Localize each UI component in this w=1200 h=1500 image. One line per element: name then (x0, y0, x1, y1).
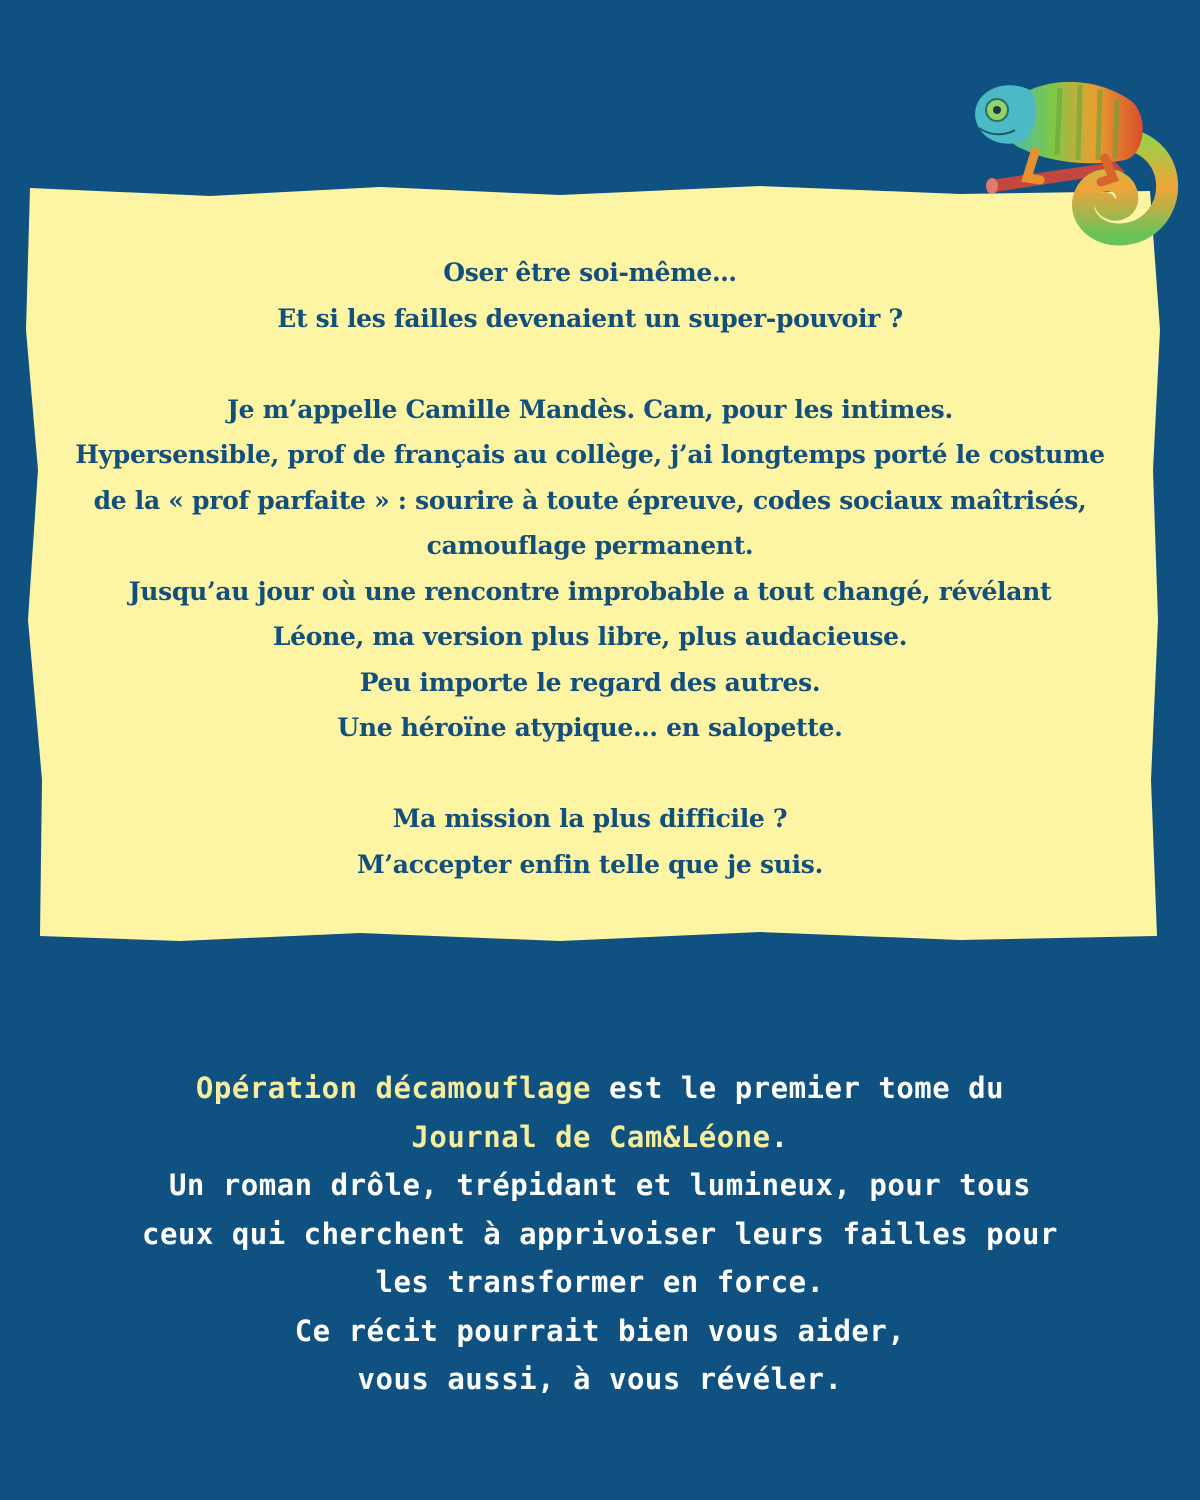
blurb-line: Jusqu’au jour où une rencontre improbable a tout changé, révélant (128, 576, 1052, 606)
blurb-line: camouflage permanent. (426, 531, 754, 560)
book-title: Opération décamouflage (195, 1071, 592, 1105)
series-line-rest: est le premier tome du (591, 1071, 1005, 1105)
blurb-line: Je m’appelle Camille Mandès. Cam, pour les intimes. (227, 394, 953, 424)
front-leg (1027, 152, 1040, 180)
blurb-line: Ma mission la plus difficile ? (392, 804, 788, 833)
series-line: Un roman drôle, trépidant et lumineux, pour tous (168, 1168, 1032, 1202)
blurb-line: Oser être soi-même… (443, 258, 737, 287)
blurb-line: Une héroïne atypique… en salopette. (337, 713, 843, 742)
blurb-line: Hypersensible, prof de français au collège, j’ai longtemps porté le costume (75, 440, 1105, 469)
blurb-line: Peu importe le regard des autres. (359, 667, 821, 697)
eye-pupil (993, 106, 1001, 114)
series-description (40, 1064, 1160, 1404)
series-line: vous aussi, à vous révéler. (357, 1362, 843, 1396)
blurb-line: M’accepter enfin telle que je suis. (357, 849, 823, 879)
chameleon-icon (965, 60, 1195, 260)
branch-end (986, 178, 998, 194)
blurb-line: Léone, ma version plus libre, plus audacieuse. (272, 622, 908, 651)
blurb-text (40, 250, 1140, 887)
series-line: Ce récit pourrait bien vous aider, (294, 1313, 906, 1348)
series-title: Journal de Cam&Léone (411, 1119, 771, 1154)
series-line: ceux qui cherchent à apprivoiser leurs failles pour (142, 1216, 1058, 1251)
blurb-gap (40, 341, 1140, 387)
series-line (40, 1113, 1160, 1162)
blurb-line: Et si les failles devenaient un super-pouvoir ? (277, 303, 903, 333)
blurb-gap (40, 751, 1140, 797)
series-line: les transformer en force. (375, 1265, 825, 1299)
blurb-line: de la « prof parfaite » : sourire à toute épreuve, codes sociaux maîtrisés, (93, 485, 1087, 515)
series-title-end: . (770, 1119, 789, 1154)
series-line (40, 1064, 1160, 1113)
